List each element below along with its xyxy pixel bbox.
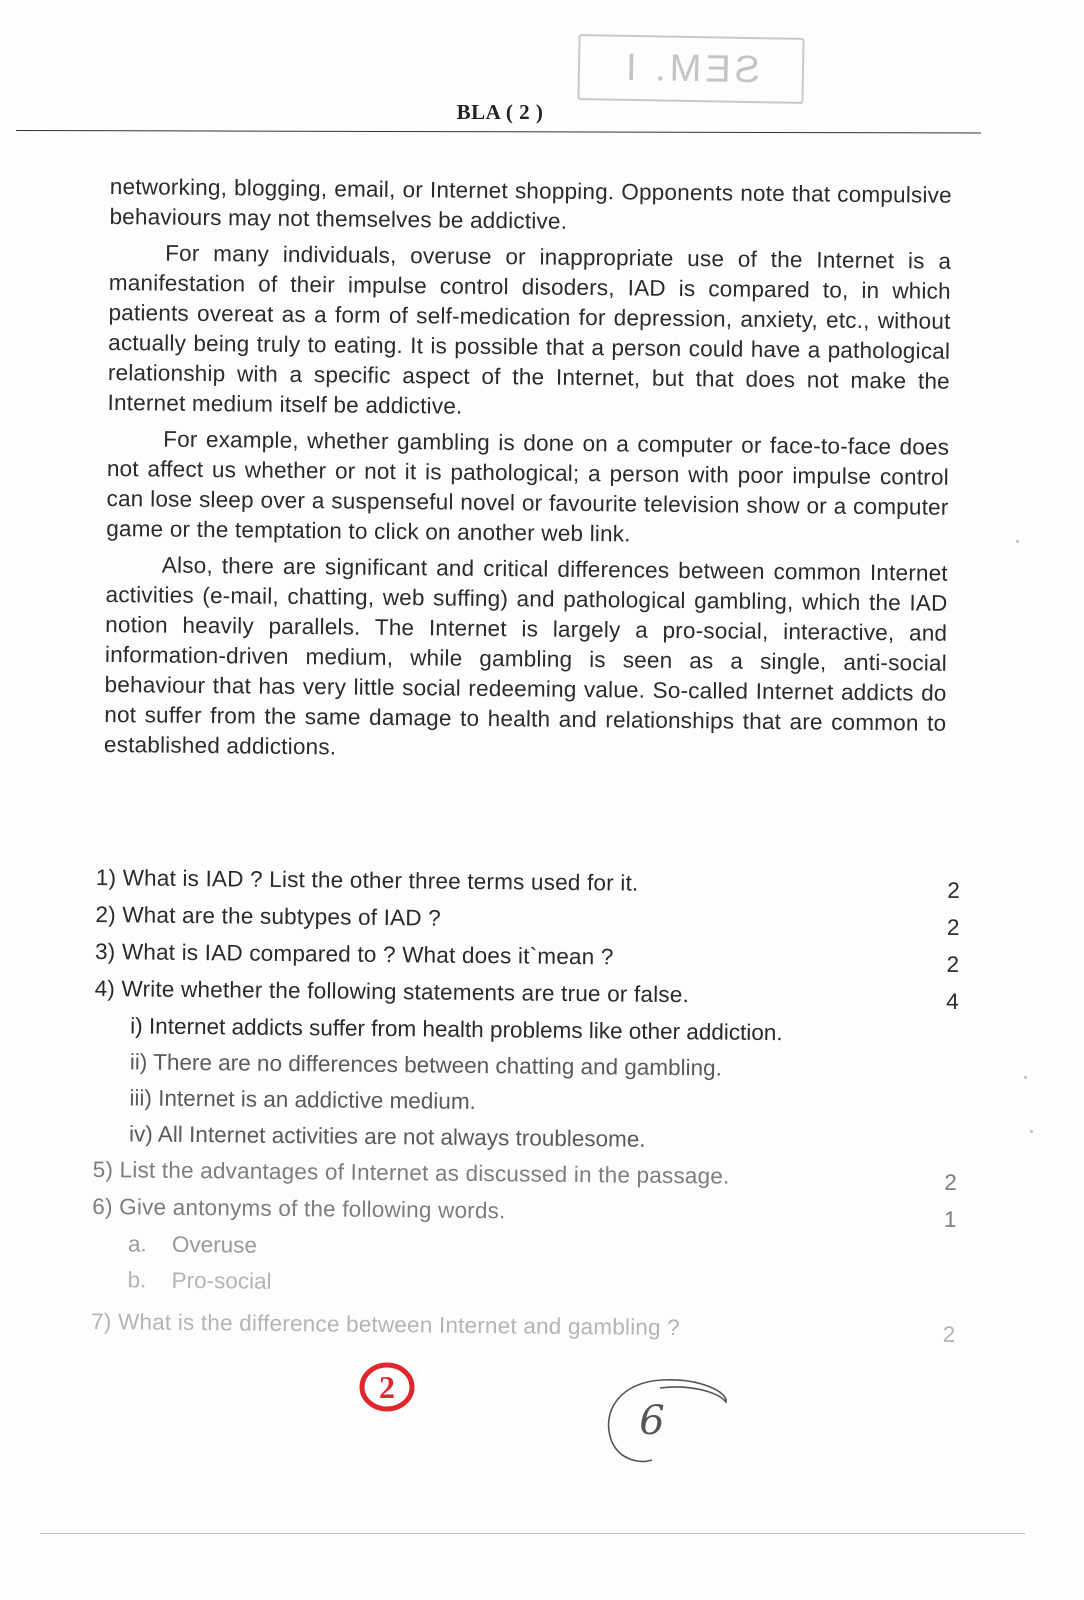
question-marks: 2 — [946, 914, 960, 941]
question-marks: 1 — [943, 1206, 957, 1233]
question-text: 2) What are the subtypes of IAD ? — [95, 901, 442, 931]
red-circled-mark — [358, 1361, 416, 1413]
option-word: Overuse — [171, 1231, 258, 1258]
question-marks: 4 — [946, 988, 960, 1015]
passage-paragraph: Also, there are significant and critical differences between common Internet activities (e-mail, chatting, web suffing) and pathological gambling, which the IAD notion heavily parallels. The Internet is largely a pro-social, interactive, and information-driven medium, while gambling is seen as a single, anti-social behaviour that has very little social redeeming value. So-called Internet addicts do not suffer from the same damage to health and relationships that are common to established addictions. — [103, 552, 948, 760]
question-text: 5) List the advantages of Internet as discussed in the passage. — [92, 1156, 730, 1189]
page-header-title: BLA ( 2 ) — [456, 100, 544, 124]
passage-paragraph: For example, whether gambling is done on a computer or face-to-face does not affect us whether or not it is pathological; a person with poor impulse control can lose sleep over a suspenseful novel or favourite television show or a computer game or the temptation to click on another web link. — [106, 426, 950, 547]
option-letter: a. — [127, 1231, 147, 1257]
question-marks: 2 — [946, 951, 960, 978]
true-false-statement: iv) All Internet activities are not always troublesome. — [129, 1121, 646, 1152]
red-mark-digit: 2 — [379, 1369, 395, 1405]
paper-speck — [1030, 1130, 1033, 1133]
footer-rule — [40, 1533, 1025, 1534]
passage-paragraph: networking, blogging, email, or Internet shopping. Opponents note that compulsive behaviours may not themselves be addictive. — [109, 173, 952, 234]
true-false-statement: ii) There are no differences between chatting and gambling. — [129, 1049, 723, 1081]
option-word: Pro-social — [171, 1267, 272, 1294]
pencil-circled-mark — [600, 1372, 732, 1468]
question-list — [91, 860, 966, 1350]
question-text: 6) Give antonyms of the following words. — [92, 1193, 506, 1224]
question-text: 1) What is IAD ? List the other three terms used for it. — [95, 864, 639, 896]
question-marks: 2 — [944, 1169, 958, 1196]
question-text: 4) Write whether the following statements are true or false. — [94, 975, 690, 1008]
question-text: 7) What is the difference between Internet and gambling ? — [91, 1308, 681, 1341]
antonym-word-item — [91, 1262, 961, 1307]
question-marks: 2 — [942, 1321, 956, 1348]
paper-speck — [1016, 540, 1019, 543]
question-item — [91, 1304, 961, 1350]
paper-speck — [1024, 1076, 1027, 1079]
stamp-text: SEM. I — [621, 46, 761, 91]
header-rule — [16, 130, 981, 134]
semester-stamp — [577, 34, 804, 104]
true-false-statement: i) Internet addicts suffer from health problems like other addiction. — [130, 1013, 783, 1046]
reading-passage — [104, 172, 952, 769]
pencil-mark-digit: 6 — [639, 1398, 665, 1444]
option-letter: b. — [127, 1267, 147, 1293]
question-marks: 2 — [947, 877, 961, 904]
question-text: 3) What is IAD compared to ? What does it`mean ? — [94, 938, 614, 970]
true-false-statement: iii) Internet is an addictive medium. — [129, 1085, 477, 1114]
passage-paragraph: For many individuals, overuse or inappropriate use of the Internet is a manifestation of their impulse control disoders, IAD is compared to, in which patients overeat as a form of self-medication for depression, anxiety, etc., without actually being truly to eating. It is possible that a person could have a pathological relationship with a specific aspect of the Internet, but that does not make the Internet medium itself be addictive. — [107, 240, 952, 419]
